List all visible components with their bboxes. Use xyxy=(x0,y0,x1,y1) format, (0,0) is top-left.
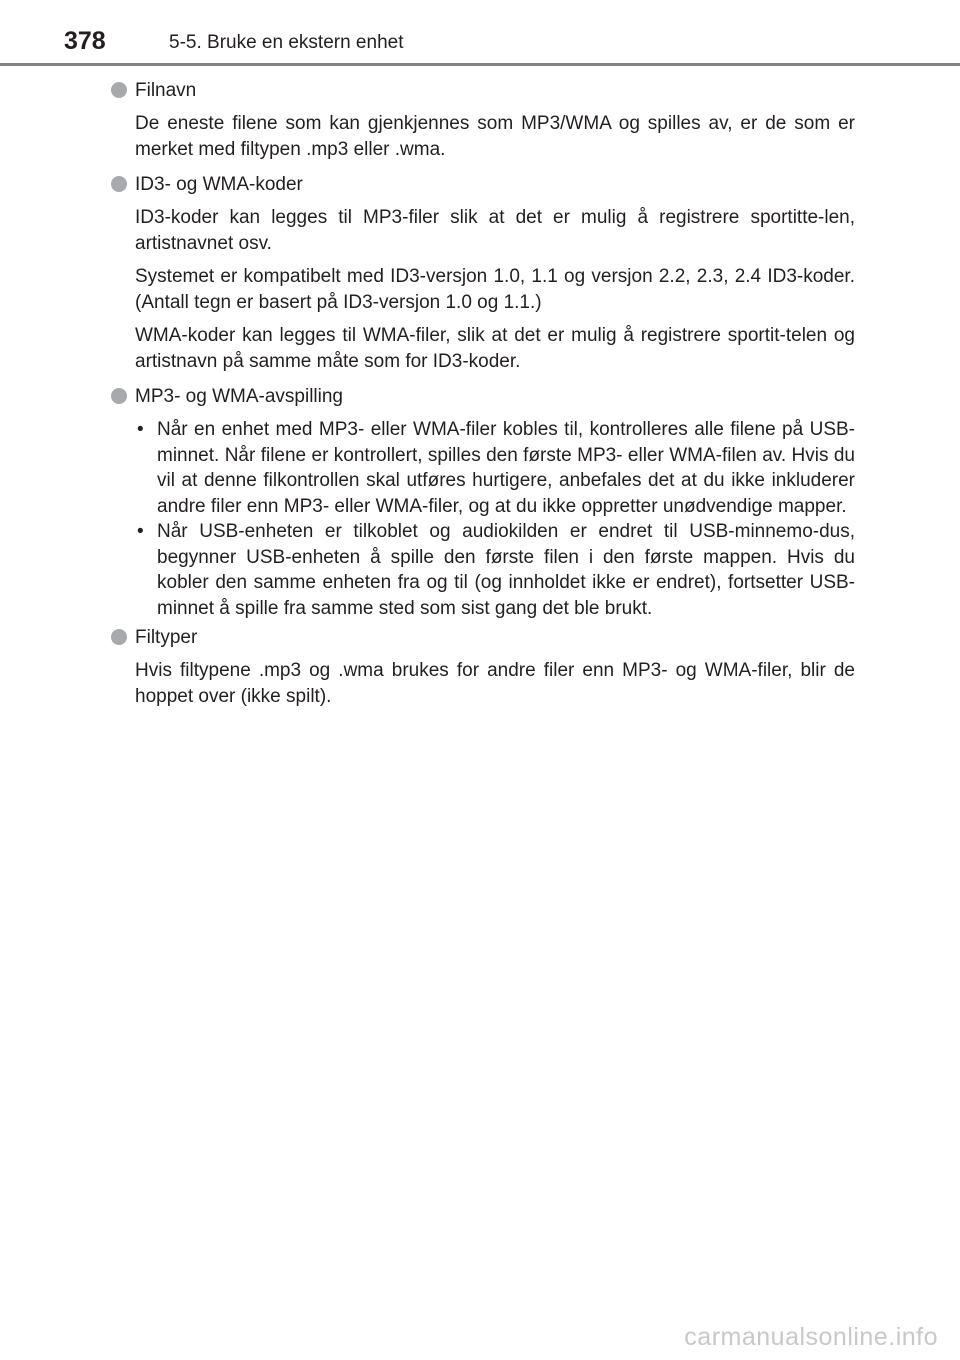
bullet-dot-icon xyxy=(111,176,127,192)
bullet-marker-icon: • xyxy=(137,419,144,440)
section-heading-filtyper xyxy=(135,623,960,652)
watermark: carmanualsonline.info xyxy=(684,1323,938,1351)
bullet-marker-icon: • xyxy=(137,521,144,542)
header-divider xyxy=(0,63,960,66)
paragraph: De eneste filene som kan gjenkjennes som MP3/WMA og spilles av, er de som er merket med filtypen .mp3 eller .wma. xyxy=(135,113,855,160)
page-header xyxy=(0,0,960,66)
section-title: 5-5. Bruke en ekstern enhet xyxy=(169,32,404,53)
paragraph: WMA-koder kan legges til WMA-filer, slik at det er mulig å registrere sportit-telen og artistnavn på samme måte som for ID3-koder. xyxy=(135,325,855,372)
bullet-list xyxy=(0,417,960,621)
heading-text: MP3- og WMA-avspilling xyxy=(135,386,343,407)
section-heading-avspilling xyxy=(135,382,960,411)
paragraph: Hvis filtypene .mp3 og .wma brukes for andre filer enn MP3- og WMA-filer, blir de hoppet over (ikke spilt). xyxy=(135,660,855,707)
section-heading-id3-wma-koder xyxy=(135,170,960,199)
page-number: 378 xyxy=(64,27,106,55)
list-item-text: Når USB-enheten er tilkoblet og audiokilden er endret til USB-minnemo-dus, begynner USB-enheten å spille den første filen i den første mappen. Hvis du kobler den samme enheten fra og til (og innholdet ikke er endret), fortsetter USB-minnet å spille fra samme sted som sist gang det ble brukt. xyxy=(157,521,855,619)
bullet-dot-icon xyxy=(111,388,127,404)
heading-text: Filnavn xyxy=(135,80,197,101)
heading-text: Filtyper xyxy=(135,627,198,648)
bullet-dot-icon xyxy=(111,629,127,645)
list-item xyxy=(137,417,855,519)
paragraph: ID3-koder kan legges til MP3-filer slik at det er mulig å registrere sportitte-len, artistnavnet osv. xyxy=(135,207,855,254)
paragraph: Systemet er kompatibelt med ID3-versjon 1.0, 1.1 og versjon 2.2, 2.3, 2.4 ID3-koder. (Antall tegn er basert på ID3-versjon 1.0 og 1.1.) xyxy=(135,266,855,313)
heading-text: ID3- og WMA-koder xyxy=(135,174,303,195)
section-heading-filnavn xyxy=(135,76,960,105)
page-content xyxy=(0,76,960,717)
list-item-text: Når en enhet med MP3- eller WMA-filer kobles til, kontrolleres alle filene på USB-minnet. Når filene er kontrollert, spilles den første MP3- eller WMA-filen av. Hvis du vil at denne filkontrollen skal utføres hurtigere, anbefales det at du ikke inkluderer andre filer enn MP3- eller WMA-filer, og at du ikke oppretter unødvendige mapper. xyxy=(157,419,855,517)
bullet-dot-icon xyxy=(111,82,127,98)
list-item xyxy=(137,519,855,621)
